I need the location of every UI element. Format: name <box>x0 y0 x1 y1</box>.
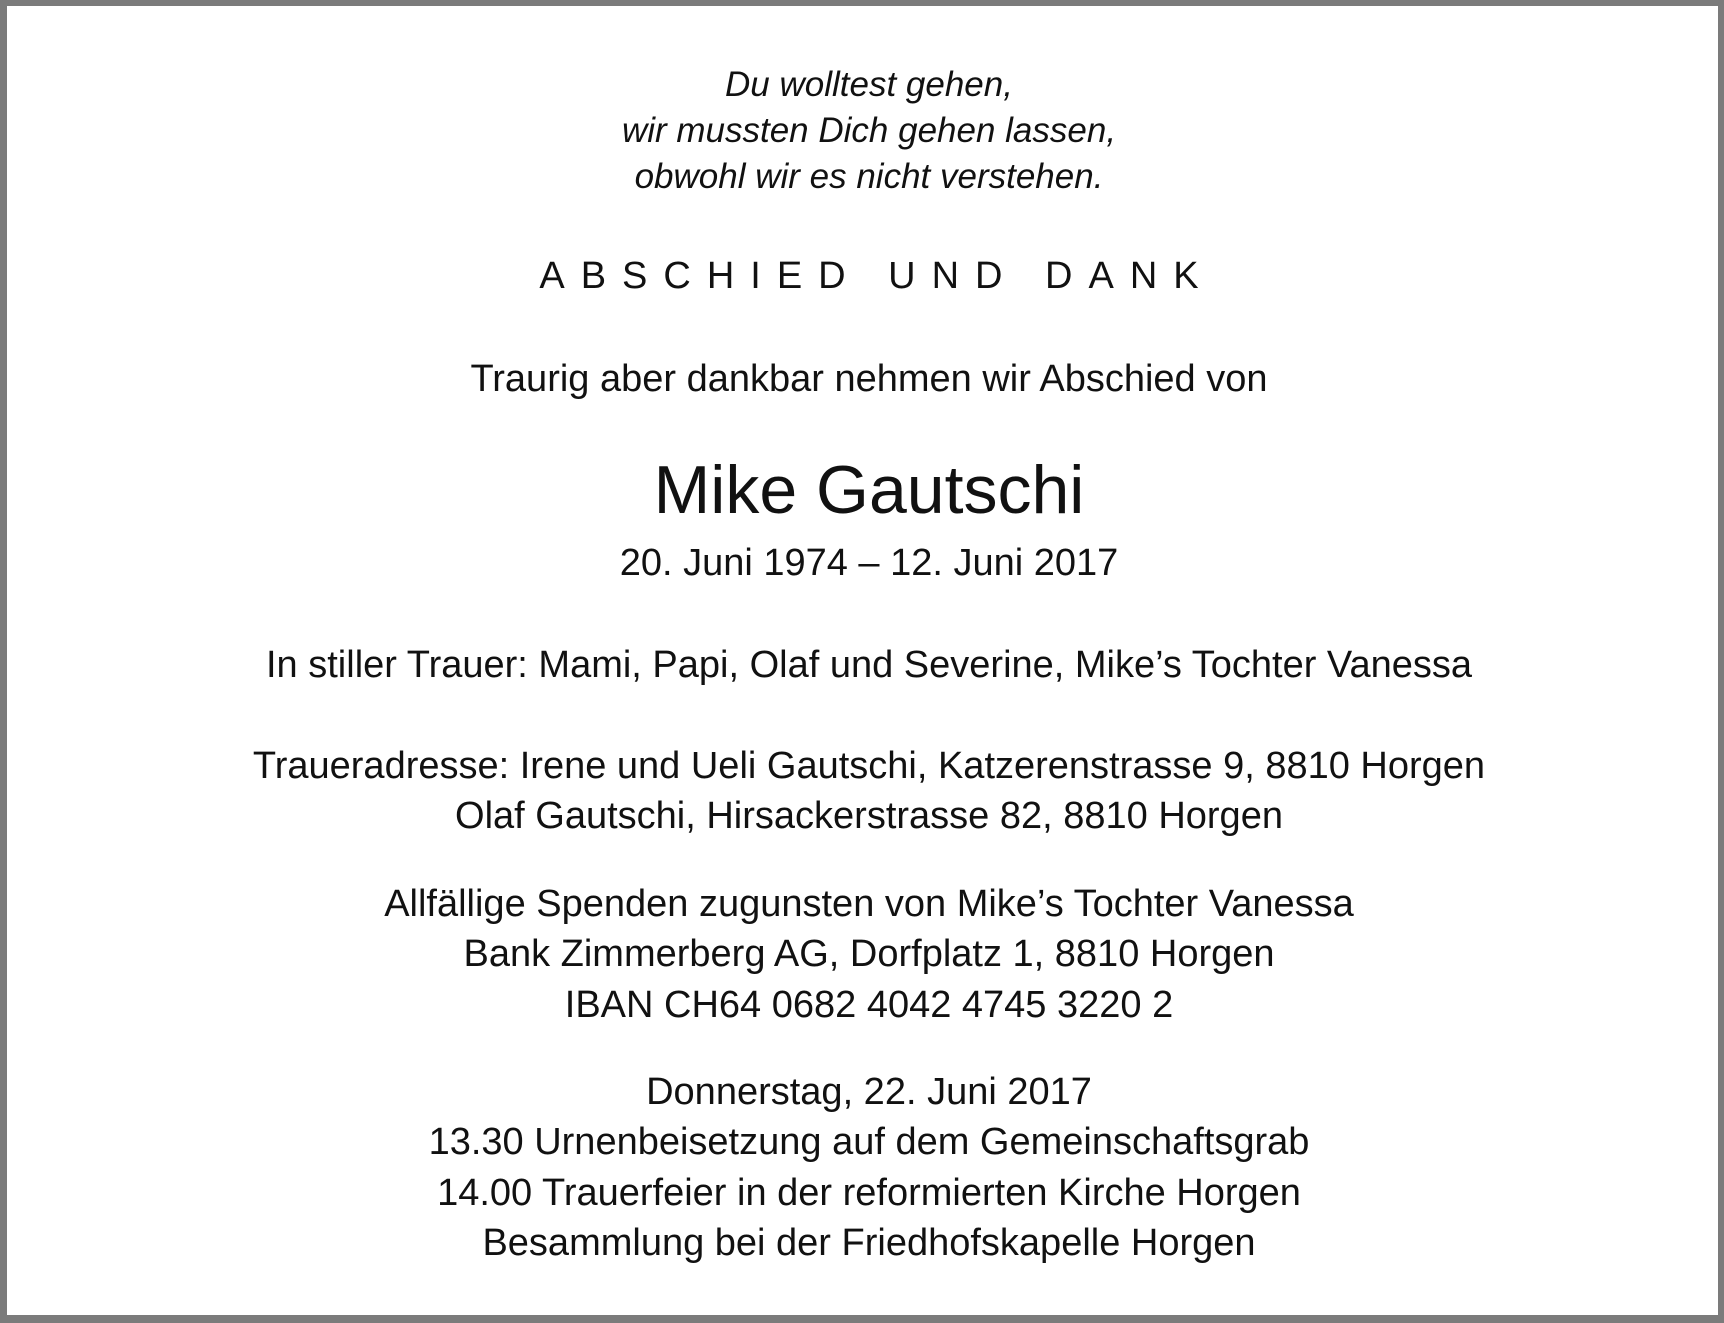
ceremony-date: Donnerstag, 22. Juni 2017 <box>646 1071 1092 1113</box>
iban-line: IBAN CH64 0682 4042 4745 3220 2 <box>564 984 1174 1026</box>
mourners-text: In stiller Trauer: Mami, Papi, Olaf und Severine, Mike’s Tochter Vanessa <box>266 644 1472 686</box>
ceremony-line: 13.30 Urnenbeisetzung auf dem Gemeinschaftsgrab <box>428 1121 1310 1163</box>
life-dates: 20. Juni 1974 – 12. Juni 2017 <box>619 542 1119 584</box>
notice-heading: ABSCHIED UND DANK <box>539 255 1215 297</box>
address-line: Traueradresse: Irene und Ueli Gautschi, Katzerenstrasse 9, 8810 Horgen <box>252 745 1486 787</box>
donation-line: Bank Zimmerberg AG, Dorfplatz 1, 8810 Horgen <box>463 933 1275 975</box>
verse-line: Du wolltest gehen, <box>725 65 1013 104</box>
deceased-name: Mike Gautschi <box>653 452 1085 528</box>
donation-line: Allfällige Spenden zugunsten von Mike’s Tochter Vanessa <box>384 883 1354 925</box>
verse-line: obwohl wir es nicht verstehen. <box>634 157 1104 196</box>
intro-text: Traurig aber dankbar nehmen wir Abschied von <box>470 358 1268 400</box>
ceremony-line: 14.00 Trauerfeier in der reformierten Kirche Horgen <box>437 1172 1301 1214</box>
verse-line: wir mussten Dich gehen lassen, <box>621 111 1117 150</box>
ceremony-line: Besammlung bei der Friedhofskapelle Horgen <box>482 1222 1256 1264</box>
address-line: Olaf Gautschi, Hirsackerstrasse 82, 8810 Horgen <box>455 795 1283 837</box>
